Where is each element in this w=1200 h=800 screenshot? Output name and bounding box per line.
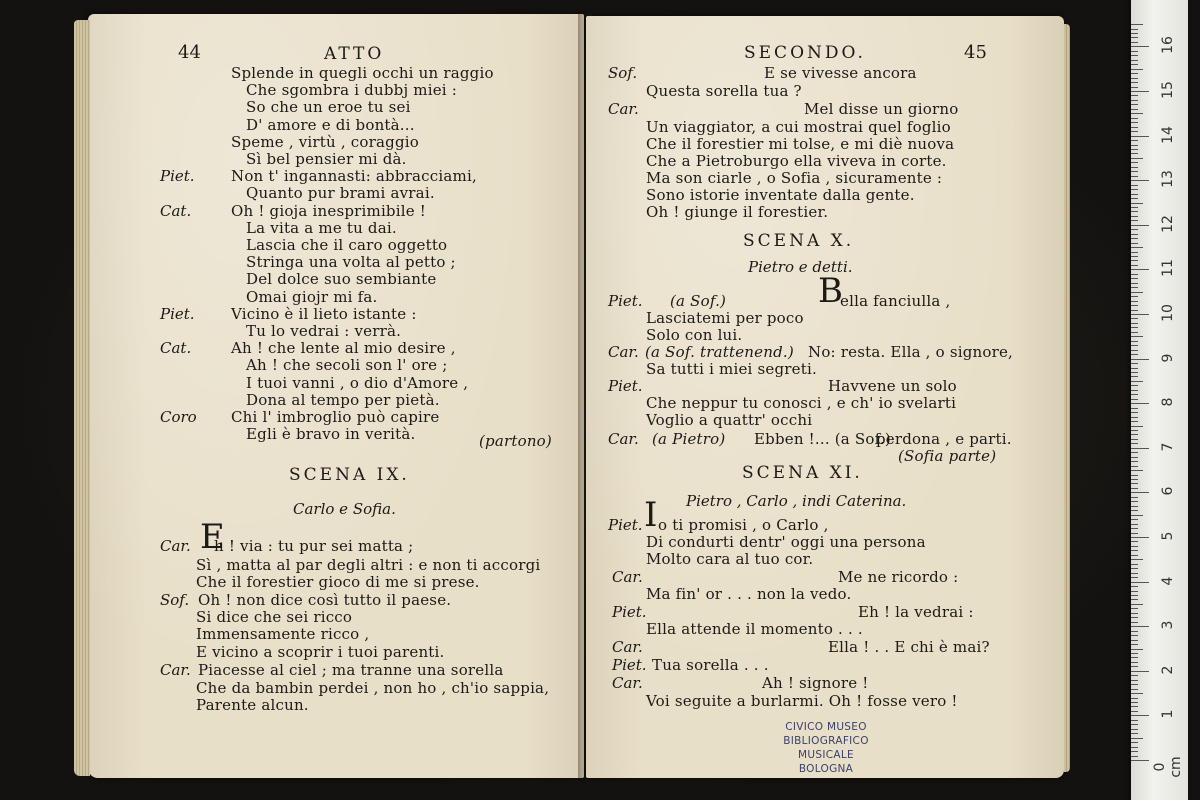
ruler-tick [1131,466,1138,467]
verse-line: Omai giojr mi fa. [246,287,378,306]
ruler-tick [1131,742,1138,743]
ruler-tick [1131,46,1149,47]
ruler-tick [1131,341,1138,342]
ruler-tick [1131,296,1138,297]
dropcap-i: I [644,495,658,535]
verse-line: Questa sorella tua ? [646,82,802,100]
verse-line: Speme , virtù , coraggio [231,132,419,151]
ruler-tick [1131,479,1138,480]
ruler-tick [1131,127,1138,128]
ruler-tick [1131,256,1138,257]
ruler-tick [1131,492,1149,493]
verse-line: Mel disse un giorno [804,100,959,118]
ruler-tick [1131,698,1138,699]
ruler-tick [1131,176,1138,177]
ruler-tick [1131,671,1149,672]
ruler-tick [1131,550,1138,551]
ruler-tick [1131,149,1138,150]
ruler-tick [1131,626,1149,627]
ruler-tick [1131,483,1138,484]
speaker-label: Piet. [160,304,195,323]
stamp-line: BOLOGNA [798,763,854,775]
ruler-tick [1131,87,1138,88]
ruler-tick [1131,653,1138,654]
verse-line: Eh ! la vedrai : [858,603,974,621]
speaker-label: Piet. [612,603,647,621]
ruler-label: 8 [1160,397,1176,407]
ruler-tick [1131,33,1138,34]
verse-line: Immensamente ricco , [196,625,370,643]
ruler-tick [1131,751,1138,752]
ruler-tick [1131,635,1138,636]
verse-line: Che sgombra i dubbj miei : [246,81,457,100]
ruler-tick [1131,194,1138,195]
verse-line: Vicino è il lieto istante : [231,304,417,323]
ruler-tick [1131,385,1138,386]
left-page [88,14,584,778]
ruler-tick [1131,421,1138,422]
ruler-tick [1131,247,1143,248]
stage-direction: (Sofia parte) [898,447,997,465]
speaker-label: Cat. [160,339,192,358]
ruler-tick [1131,537,1149,538]
ruler-tick [1131,577,1138,578]
ruler-tick [1131,662,1138,663]
verse-line: E se vivesse ancora [764,64,917,82]
ruler-tick [1131,747,1138,748]
scene-ix-title: SCENA IX. [289,465,410,485]
ruler-tick [1131,269,1149,270]
ruler-tick [1131,64,1138,65]
verse-line: Che il forestier mi tolse, e mi diè nuova [646,135,955,153]
speaker-label: Car. [160,661,191,679]
ruler-tick [1131,711,1138,712]
scene-xi-title: SCENA XI. [742,463,863,483]
ruler-tick [1131,720,1138,721]
ruler-tick [1131,122,1138,123]
verse-line: o ti promisi , o Carlo , [658,516,829,534]
stage-direction: (a Sof.) [670,292,727,310]
ruler-label: 12 [1160,214,1176,233]
ruler-tick [1131,292,1143,293]
ruler-tick [1131,617,1138,618]
ruler-tick [1131,559,1143,560]
verse-line: So che un eroe tu sei [246,98,411,117]
speaker-label: Cat. [160,201,192,220]
ruler-tick [1131,564,1138,565]
scene-x-cast: Pietro e detti. [748,258,853,276]
ruler-tick [1131,515,1143,516]
ruler-tick [1131,586,1138,587]
ruler-tick [1131,541,1138,542]
speaker-label: Piet. [160,167,195,186]
ruler-tick [1131,42,1138,43]
verse-line: ella fanciulla , [840,292,951,310]
verse-line: Tua sorella . . . [652,656,769,674]
ruler-tick [1131,501,1138,502]
verse-line: Oh ! non dice così tutto il paese. [198,591,452,609]
verse-line: Ella ! . . E chi è mai? [828,638,990,656]
ruler-tick [1131,243,1138,244]
ruler-tick [1131,153,1138,154]
ruler-tick [1131,180,1149,181]
right-page-number: 45 [964,42,987,63]
ruler-tick [1131,417,1138,418]
ruler-tick [1131,37,1138,38]
ruler-tick [1131,733,1138,734]
ruler-tick [1131,608,1138,609]
verse-line: Ah ! che secoli son l' ore ; [246,356,448,375]
verse-line: Splende in quegli occhi un raggio [231,64,494,82]
speaker-label: Car. [612,568,643,586]
ruler-tick [1131,100,1138,101]
verse-line: Oh ! giunge il forestier. [646,203,829,221]
ruler-tick [1131,448,1149,449]
ruler-tick [1131,109,1138,110]
speaker-label: Coro [160,408,197,426]
verse-line: Di condurti dentr' oggi una persona [646,533,926,551]
ruler-tick [1131,278,1138,279]
ruler-tick [1131,318,1138,319]
ruler-tick [1131,220,1138,221]
verse-line: Ella attende il momento . . . [646,620,863,638]
ruler-tick [1131,573,1138,574]
verse-line: I tuoi vanni , o dio d'Amore , [246,373,469,392]
ruler-label: 7 [1160,442,1176,452]
ruler-tick [1131,260,1138,261]
verse-line: Stringa una volta al petto ; [246,253,456,272]
ruler-tick [1131,488,1138,489]
ruler-tick [1131,510,1138,511]
verse-line: Sa tutti i miei segreti. [646,360,817,378]
ruler-tick [1131,403,1149,404]
ruler-tick [1131,756,1138,757]
ruler-tick [1131,229,1138,230]
ruler-tick [1131,760,1149,761]
ruler-label: 4 [1160,576,1176,586]
ruler-tick [1131,238,1138,239]
ruler-tick [1131,51,1138,52]
ruler-tick [1131,675,1138,676]
speaker-label: Car. [608,100,639,118]
right-running-header: SECONDO. [744,43,866,63]
ruler-label: 11 [1160,259,1176,278]
ruler-tick [1131,350,1138,351]
library-stamp [756,720,896,776]
verse-line: Che il forestier gioco di me si prese. [196,573,480,591]
ruler-tick [1131,715,1149,716]
verse-line: Che neppur tu conosci , e ch' io svelarti [646,394,957,412]
ruler-label: 13 [1160,170,1176,189]
ruler-tick [1131,622,1138,623]
ruler-tick [1131,439,1138,440]
ruler-tick [1131,452,1138,453]
ruler-tick [1131,73,1138,74]
ruler-tick [1131,381,1143,382]
ruler-tick [1131,274,1138,275]
ruler-tick [1131,145,1138,146]
verse-line: Un viaggiator, a cui mostrai quel foglio [646,118,951,136]
ruler-tick [1131,568,1138,569]
verse-line: Quanto pur brami avrai. [246,184,435,203]
ruler-tick [1131,265,1138,266]
ruler-tick [1131,724,1138,725]
ruler-tick [1131,649,1143,650]
speaker-label: Car. [160,537,191,555]
ruler-tick [1131,604,1143,605]
ruler-label: 5 [1160,531,1176,541]
left-page-number: 44 [178,42,201,63]
speaker-label: Car. [612,674,643,692]
verse-line: Me ne ricordo : [838,568,959,586]
ruler-tick [1131,136,1149,137]
ruler-tick [1131,198,1138,199]
ruler-tick [1131,225,1149,226]
stage-direction: (a Pietro) [652,430,726,448]
ruler-tick [1131,283,1138,284]
speaker-label: Sof. [160,591,190,609]
speaker-label: Car. [612,638,643,656]
stamp-line: CIVICO MUSEO [785,721,867,733]
ruler-tick [1131,60,1138,61]
ruler-tick [1131,680,1138,681]
ruler-label: 2 [1160,665,1176,675]
verse-line: D' amore e di bontà... [246,115,415,134]
stamp-line: BIBLIOGRAFICO MUSICALE [783,735,869,761]
ruler-tick [1131,528,1138,529]
verse-line: Del dolce suo sembiante [246,270,437,289]
ruler-tick [1131,345,1138,346]
ruler-tick [1131,684,1138,685]
ruler-tick [1131,363,1138,364]
verse-line: Ma son ciarle , o Sofia , sicuramente : [646,169,943,187]
measuring-ruler [1131,0,1188,800]
verse-line: Oh ! gioja inesprimibile ! [231,201,427,220]
scene-x-title: SCENA X. [743,231,855,251]
ruler-tick [1131,430,1138,431]
ruler-tick [1131,216,1138,217]
ruler-label: 15 [1160,81,1176,99]
ruler-tick [1131,305,1138,306]
ruler-label: 0 cm [1152,756,1184,778]
ruler-tick [1131,412,1138,413]
ruler-tick [1131,189,1138,190]
scene-ix-cast: Carlo e Sofia. [293,500,396,518]
verse-line: Ma fin' or . . . non la vedo. [646,585,852,603]
ruler-tick [1131,336,1143,337]
ruler-label: 10 [1160,304,1176,322]
ruler-tick [1131,461,1138,462]
speaker-label: Car. [608,430,639,448]
ruler-tick [1131,203,1143,204]
right-page [586,16,1064,778]
verse-line: Si dice che sei ricco [196,608,353,626]
ruler-tick [1131,368,1138,369]
ruler-tick [1131,470,1143,471]
speaker-label: Piet. [608,516,643,534]
ruler-tick [1131,91,1149,92]
verse-line: Solo con lui. [646,326,743,344]
ruler-tick [1131,524,1138,525]
verse-line: Ebben !... (a Sof.) [754,430,891,448]
ruler-tick [1131,131,1138,132]
ruler-tick [1131,434,1138,435]
ruler-label: 3 [1160,620,1176,630]
verse-line: Piacesse al ciel ; ma tranne una sorella [198,661,504,679]
verse-line: Voglio a quattr' occhi [646,411,813,429]
ruler-tick [1131,158,1143,159]
dropcap-e: E [200,517,225,557]
verse-line: Ah ! signore ! [762,674,869,692]
verse-line: Sono istorie inventate dalla gente. [646,186,915,204]
verse-line: Ah ! che lente al mio desire , [231,339,456,358]
speaker-label: Piet. [608,292,643,310]
verse-line: Chi l' imbroglio può capire [231,408,440,426]
ruler-tick [1131,689,1138,690]
verse-line: No: resta. Ella , o signore, [808,343,1014,361]
ruler-tick [1131,252,1138,253]
ruler-tick [1131,140,1138,141]
verse-line: Non t' ingannasti: abbracciami, [231,167,477,186]
ruler-tick [1131,104,1138,105]
ruler-tick [1131,372,1138,373]
ruler-tick [1131,399,1138,400]
ruler-tick [1131,582,1149,583]
dropcap-b: B [818,271,843,311]
ruler-tick [1131,301,1138,302]
ruler-tick [1131,234,1138,235]
ruler-tick [1131,314,1149,315]
speaker-label: Sof. [608,64,638,82]
ruler-tick [1131,82,1138,83]
ruler-tick [1131,185,1138,186]
verse-line: Tu lo vedrai : verrà. [246,322,402,340]
verse-line: Sì , matta al par degli altri : e non ti accorgi [196,556,541,574]
verse-line: h ! via : tu pur sei matta ; [214,537,414,555]
ruler-tick [1131,475,1138,476]
ruler-tick [1131,738,1143,739]
ruler-tick [1131,162,1138,163]
ruler-tick [1131,497,1138,498]
ruler-tick [1131,591,1138,592]
ruler-tick [1131,546,1138,547]
stage-direction: (a Sof. trattenend.) [645,343,794,361]
ruler-label: 16 [1160,36,1176,55]
verse-line: Sì bel pensier mi dà. [246,150,407,168]
ruler-tick [1131,69,1143,70]
ruler-tick [1131,613,1138,614]
ruler-tick [1131,693,1143,694]
ruler-tick [1131,359,1149,360]
ruler-tick [1131,519,1138,520]
verse-line: Che da bambin perdei , non ho , ch'io sappia, [196,679,550,697]
ruler-tick [1131,327,1138,328]
ruler-tick [1131,171,1138,172]
ruler-tick [1131,644,1138,645]
ruler-tick [1131,408,1138,409]
ruler-tick [1131,211,1138,212]
verse-line: E vicino a scoprir i tuoi parenti. [196,643,445,661]
ruler-tick [1131,599,1138,600]
verse-line: La vita a me tu dai. [246,218,397,237]
verse-line: Dona al tempo per pietà. [246,390,440,409]
ruler-tick [1131,113,1143,114]
verse-line: Egli è bravo in verità. [246,425,416,444]
ruler-tick [1131,310,1138,311]
verse-line: Havvene un solo [828,377,957,395]
ruler-tick [1131,24,1143,25]
ruler-tick [1131,354,1138,355]
verse-line: perdona , e parti. [876,430,1012,448]
speaker-label: Car. [608,343,639,361]
ruler-tick [1131,533,1138,534]
speaker-label: Piet. [608,377,643,395]
ruler-label: 6 [1160,486,1176,496]
scene-xi-cast: Pietro , Carlo , indi Caterina. [686,492,907,510]
verse-line: Lasciatemi per poco [646,309,804,327]
ruler-tick [1131,95,1138,96]
ruler-tick [1131,506,1138,507]
speaker-label: Piet. [612,656,647,674]
ruler-tick [1131,631,1138,632]
ruler-tick [1131,457,1138,458]
ruler-tick [1131,78,1138,79]
ruler-tick [1131,118,1138,119]
ruler-tick [1131,595,1138,596]
ruler-tick [1131,729,1138,730]
ruler-tick [1131,376,1138,377]
ruler-tick [1131,640,1138,641]
verse-line: Che a Pietroburgo ella viveva in corte. [646,152,947,170]
left-running-header: ATTO [324,44,385,64]
ruler-tick [1131,394,1138,395]
ruler-tick [1131,29,1138,30]
ruler-tick [1131,55,1138,56]
verse-line: Parente alcun. [196,696,309,714]
exit-note: (partono) [479,432,552,450]
ruler-tick [1131,443,1138,444]
verse-line: Voi seguite a burlarmi. Oh ! fosse vero ! [646,692,958,710]
ruler-tick [1131,207,1138,208]
verse-line: Molto cara al tuo cor. [646,550,814,568]
ruler-label: 14 [1160,125,1176,144]
verse-line: Lascia che il caro oggetto [246,236,448,254]
ruler-tick [1131,657,1138,658]
ruler-tick [1131,426,1143,427]
ruler-label: 1 [1160,709,1176,719]
ruler-tick [1131,287,1138,288]
ruler-tick [1131,666,1138,667]
ruler-tick [1131,332,1138,333]
ruler-tick [1131,323,1138,324]
ruler-tick [1131,167,1138,168]
ruler-tick [1131,702,1138,703]
ruler-label: 9 [1160,353,1176,363]
ruler-tick [1131,555,1138,556]
ruler-tick [1131,706,1138,707]
ruler-tick [1131,390,1138,391]
